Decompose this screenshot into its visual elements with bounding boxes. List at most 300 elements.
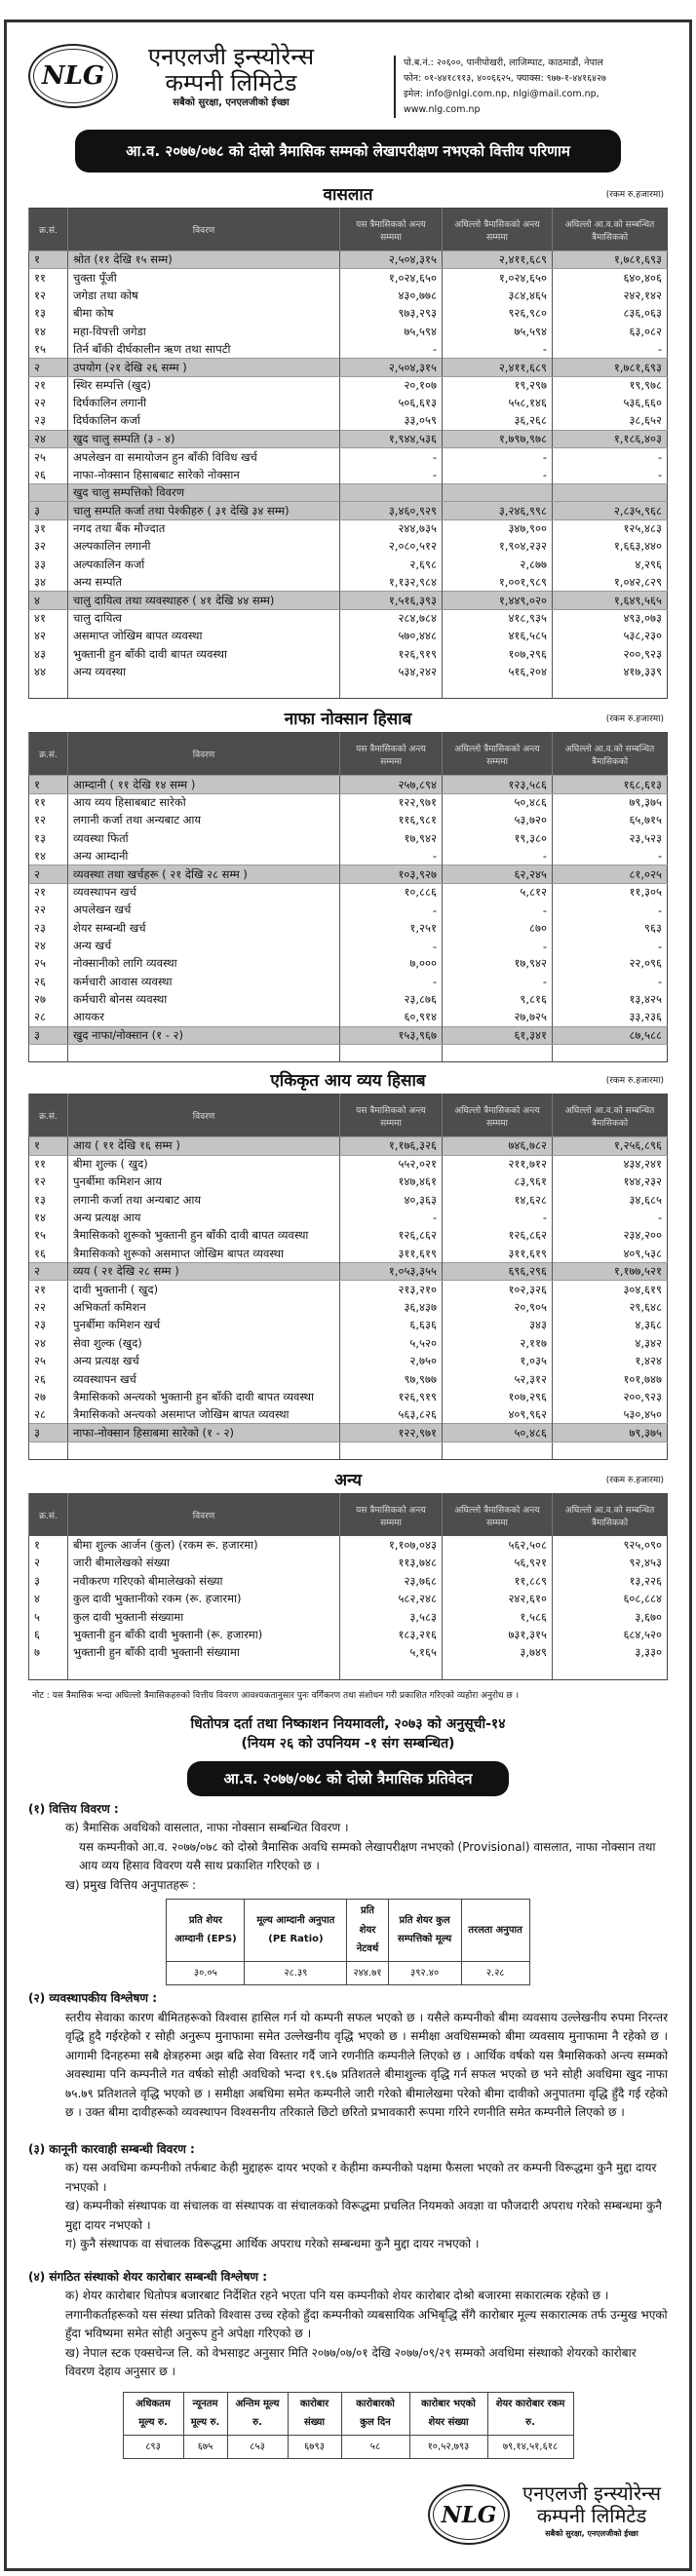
row-value: ६०८,८८४: [553, 1591, 668, 1608]
column-header: अन्तिम मूल्य रु.: [227, 2392, 288, 2435]
row-value: ५३८,२३०: [553, 628, 668, 645]
row-value: -: [443, 937, 553, 954]
table-row: [123, 2435, 573, 2459]
row-label: त्रैमासिकको शुरूको असमाप्त जोखिम बापत व्यवस्था: [68, 1245, 340, 1262]
row-value: १४४,२३२: [553, 1173, 668, 1191]
row-label: चालु सम्पति कर्जा तथा पेश्कीहरु ( ३१ देखि ३४ सम्म): [68, 502, 340, 519]
row-value: २००,९२३: [553, 645, 668, 663]
section-3c: ग) कुनै संस्थापक वा संचालक विरूद्धमा आर्थिक अपराध गरेको सम्बन्धमा कुनै मुद्दा दायर नभएको ।: [65, 2237, 480, 2251]
row-number: २७: [29, 1388, 68, 1405]
row-value: ३४३: [443, 1317, 553, 1334]
row-value: -: [443, 902, 553, 919]
row-number: ६: [29, 1626, 68, 1643]
table-row: [29, 663, 668, 680]
row-label: अन्य व्यवस्था: [68, 663, 340, 680]
spacer-cell: [553, 1442, 668, 1459]
footer-logo: [428, 2479, 672, 2557]
row-value: ४,२९६: [553, 556, 668, 573]
table-row: [29, 812, 668, 829]
company-name-line2: कम्पनी लिमिटेड: [165, 69, 297, 96]
row-label: नवीकरण गरिएको बीमालेखको संख्या: [68, 1572, 340, 1590]
unit-label: (रकम रु.हजारमा): [605, 714, 664, 725]
row-label: नाफा-नोक्सान हिसाबमा सारेको (१ - २): [68, 1424, 340, 1442]
row-number: २: [29, 1262, 68, 1280]
table-row: [29, 1352, 668, 1369]
row-label: व्यवस्था फिर्ता: [68, 829, 340, 847]
contact-info: [394, 56, 677, 118]
row-value: १,१८६,४०३: [553, 430, 668, 447]
table-row: [29, 865, 668, 883]
table-row: [29, 609, 668, 627]
table-row: [29, 251, 668, 269]
row-label: अन्य प्रत्यक्ष खर्च: [68, 1352, 340, 1369]
row-number: २: [29, 1555, 68, 1572]
table-header: [29, 1095, 668, 1137]
row-value: १२२,९७१: [340, 793, 443, 811]
row-value: ५,५२०: [340, 1334, 443, 1352]
row-label: श्रोत (११ देखि १५ सम्म): [68, 251, 340, 269]
row-number: ३१: [29, 519, 68, 537]
row-value: ११६,९८१: [340, 812, 443, 829]
row-value: १,६६३,४४०: [553, 538, 668, 556]
row-number: २२: [29, 902, 68, 919]
row-number: १: [29, 251, 68, 269]
row-value: २२,०९६: [553, 955, 668, 973]
table-row: [29, 645, 668, 663]
row-number: २३: [29, 412, 68, 430]
row-value: ३,५८३: [340, 1608, 443, 1626]
row-value: १४,६२८: [443, 1191, 553, 1209]
profit-loss-table: [28, 732, 668, 1062]
spacer-cell: [340, 1442, 443, 1459]
spacer-cell: [553, 1662, 668, 1679]
row-value: ९,८१६: [443, 991, 553, 1009]
row-value: ७५,५९४: [443, 323, 553, 340]
row-value: १,४२४: [553, 1352, 668, 1369]
row-number: ४१: [29, 609, 68, 627]
row-label: नाफा-नोक्सान हिसाबबाट सारेको नोक्सान: [68, 466, 340, 483]
row-value: २९,६४८: [553, 1298, 668, 1316]
row-number: ४: [29, 592, 68, 609]
row-value: ५०६,६१३: [340, 395, 443, 412]
row-value: १,६४९,५६५: [553, 592, 668, 609]
row-label: सेवा शुल्क (खुद): [68, 1334, 340, 1352]
row-value: ९७३,२९३: [340, 305, 443, 323]
column-header: अघिल्लो त्रैमासिकको अन्त्य सम्ममा: [443, 1095, 553, 1137]
column-header: अघिल्लो आ.व.को सम्बन्धित त्रैमासिकको: [553, 209, 668, 251]
row-number: ७: [29, 1644, 68, 1662]
row-value: १,१३२,९८४: [340, 574, 443, 592]
row-number: २४: [29, 430, 68, 447]
row-label: व्यवस्थापन खर्च: [68, 883, 340, 901]
spacer-cell: [553, 1045, 668, 1062]
row-value: -: [443, 448, 553, 466]
row-value: -: [553, 448, 668, 466]
row-value: -: [443, 1209, 553, 1226]
row-label: असमाप्त जोखिम बापत व्यवस्था: [68, 628, 340, 645]
table-row: [29, 1209, 668, 1226]
row-number: २६: [29, 1370, 68, 1388]
table-row: [29, 1155, 668, 1173]
row-value: ४९३,०७३: [553, 609, 668, 627]
table-row: [29, 1191, 668, 1209]
column-header: क्र.सं.: [29, 1095, 68, 1137]
nlg-logo: NLG: [428, 2484, 510, 2545]
column-header: अघिल्लो आ.व.को सम्बन्धित त्रैमासिकको: [553, 1095, 668, 1137]
row-number: २४: [29, 937, 68, 954]
row-value: ८१,०२५: [553, 865, 668, 883]
table-row: [29, 287, 668, 304]
email: इमेल: info@nlgi.com.np, nlgi@mail.com.np, www.nlg.com.np: [404, 89, 599, 115]
row-value: ६७५: [183, 2435, 227, 2459]
footnote: नोट : यस त्रैमासिक भन्दा अघिल्लो त्रैमासिकहरुको वित्तीय विवरण आवश्यकतानुसार पुनः वर्गिकरण तथा संशोधन गरी प्रकाशित गरिएको व्यहोरा अनुरोध छ ।: [32, 1690, 520, 1701]
section-4a: क) शेयर कारोबार धितोपत्र बजारबाट निर्देशित रहने भएता पनि यस कम्पनीको शेयर कारोबार दोश्रो बजारमा सकारात्मक रहेको छ । लगानीकर्ताहरूको यस संस्था प्रतिको विश्वास उच्च रहेको हुँदा कम्पनीको व्यबसायिक अभिबृद्धि सँगै कारोबार मूल्य सकारात्मक तर्फ उन्मुख भएको हुँदा भविष्यमा समेत सोही अनुरूप हुने अपेक्षा गरिएको छ ।: [65, 2288, 668, 2341]
table-row: [29, 376, 668, 394]
table-row: [29, 1298, 668, 1316]
row-value: ३०.०५: [167, 1961, 245, 1985]
row-value: २,८७७: [443, 556, 553, 573]
spacer-cell: [553, 681, 668, 699]
section-3b: ख) कम्पनीको संस्थापक वा संचालक वा संस्थापक वा संचालकको विरूद्धमा प्रचलित नियमको अवज्ञा वा फौजदारी अपराध गरेको सम्बन्धमा कुनै मुद्दा दायर नभएको ।: [65, 2199, 662, 2232]
row-value: ५३,७२०: [443, 812, 553, 829]
table-row: [29, 502, 668, 519]
row-value: [443, 484, 553, 502]
row-label: शेयर सम्बन्धी खर्च: [68, 919, 340, 937]
column-header: प्रति शेयर कुल सम्पत्तिको मूल्य: [388, 1900, 461, 1962]
row-value: ११,३०५: [553, 883, 668, 901]
row-value: १,७८१,६९३: [553, 359, 668, 376]
table-row: [29, 1281, 668, 1298]
row-value: -: [340, 902, 443, 919]
row-value: ७९,३७५: [553, 1424, 668, 1442]
spacer-cell: [443, 1662, 553, 1679]
other-table: [28, 1493, 668, 1680]
balance-sheet-table: [28, 208, 668, 699]
row-value: १,०३५: [443, 1352, 553, 1369]
row-value: ७४६,७८२: [443, 1137, 553, 1155]
row-value: -: [340, 340, 443, 358]
spacer-cell: [29, 681, 68, 699]
row-value: ३४७,९००: [443, 519, 553, 537]
table-row: [29, 1388, 668, 1405]
row-value: -: [340, 466, 443, 483]
row-value: ४,३६८: [553, 1317, 668, 1334]
row-number: २४: [29, 1334, 68, 1352]
column-header: क्र.सं.: [29, 209, 68, 251]
row-value: १२२,९७१: [340, 1424, 443, 1442]
row-value: १४७,४६१: [340, 1173, 443, 1191]
row-label: खुद नाफा/नोक्सान (१ - २): [68, 1026, 340, 1044]
row-number: २: [29, 865, 68, 883]
row-number: १: [29, 776, 68, 793]
column-header: अघिल्लो आ.व.को सम्बन्धित त्रैमासिकको: [553, 733, 668, 776]
row-number: ४३: [29, 645, 68, 663]
table-row: [29, 628, 668, 645]
row-label: जारी बीमालेखको संख्या: [68, 1555, 340, 1572]
row-label: अभिकर्ता कमिशन: [68, 1298, 340, 1316]
table-row: [29, 1406, 668, 1424]
row-value: २,५०४,३१५: [340, 359, 443, 376]
company-name-line1: एनएलजी इन्स्योरेन्स: [147, 43, 315, 70]
table-row: [29, 448, 668, 466]
row-value: ३०४,६१९: [553, 1281, 668, 1298]
row-value: २०,१०७: [340, 376, 443, 394]
row-value: ९७,९७७: [340, 1370, 443, 1388]
row-number: २३: [29, 919, 68, 937]
table-row: [29, 973, 668, 990]
row-value: १,०२४,६५०: [340, 269, 443, 287]
row-value: ३,३३०: [553, 1644, 668, 1662]
spacer-cell: [68, 681, 340, 699]
column-header: यस त्रैमासिकको अन्त्य सम्ममा: [340, 733, 443, 776]
row-value: १२३,५८६: [443, 776, 553, 793]
section-1a-text: यस कम्पनीको आ.व. २०७७/०७८ को दोस्रो त्रैमासिक अवधि सम्मको लेखापरीक्षण नभएको (Provisional) वासलात, नाफा नोक्सान तथा आय व्यय हिसाव विवरण यसै साथ प्रकाशित गरिएको छ ।: [79, 1839, 656, 1873]
row-number: ११: [29, 269, 68, 287]
row-label: आम्दानी ( ११ देखि १४ सम्म ): [68, 776, 340, 793]
column-header: प्रति शेयर नेटवर्थ: [347, 1900, 388, 1962]
spacer-cell: [29, 1442, 68, 1459]
row-label: बीमा शुल्क आर्जन (कुल) (रकम रू. हजारमा): [68, 1536, 340, 1554]
row-value: २०,९०५: [443, 1298, 553, 1316]
row-number: २: [29, 359, 68, 376]
row-value: १६८,६१३: [553, 776, 668, 793]
table-row: [29, 269, 668, 287]
table-row: [29, 991, 668, 1009]
row-label: खुद चालु सम्पति (३ - ४): [68, 430, 340, 447]
row-number: १२: [29, 1173, 68, 1191]
row-value: -: [443, 340, 553, 358]
row-value: ८५३: [227, 2435, 288, 2459]
row-value: ८७०: [443, 919, 553, 937]
section-3-heading: (३) कानूनी कारवाही सम्बन्धी विवरण :: [28, 2141, 195, 2156]
row-value: ४०,३६३: [340, 1191, 443, 1209]
row-value: २,०८०,५१२: [340, 538, 443, 556]
row-value: २,४११,६८९: [443, 359, 553, 376]
table-header: [123, 2392, 573, 2435]
spacer-cell: [443, 1442, 553, 1459]
column-header: कारोबार भएको शेयर संख्या: [409, 2392, 487, 2435]
row-value: १२६,८६२: [340, 1227, 443, 1245]
ratio-table: [166, 1899, 529, 1985]
row-number: ३३: [29, 556, 68, 573]
row-value: ६७९३: [288, 2435, 341, 2459]
section-4b: ख) नेपाल स्टक एक्सचेन्ज लि. को वेभसाइट अनुसार मिति २०७७/०७/०१ देखि २०७७/०९/२९ सम्मको अवधिमा संस्थाको शेयरको कारोबार विवरण देहाय अनुसार छ ।: [65, 2345, 637, 2379]
row-label: अपलेखन वा समायोजन हुन बाँकी विविध खर्च: [68, 448, 340, 466]
table-row: [29, 395, 668, 412]
section-4-heading: (४) संगठित संस्थाको शेयर कारोबार सम्बन्धी विश्लेषण :: [28, 2269, 268, 2284]
row-label: उपयोग (२१ देखि २६ सम्म ): [68, 359, 340, 376]
column-header: तरलता अनुपात: [461, 1900, 529, 1962]
row-number: १३: [29, 305, 68, 323]
column-header: अघिल्लो त्रैमासिकको अन्त्य सम्ममा: [443, 209, 553, 251]
table-row: [29, 305, 668, 323]
row-label: आय ( ११ देखि १६ सम्म ): [68, 1137, 340, 1155]
row-value: ९२५,०९०: [553, 1536, 668, 1554]
column-header: प्रति शेयर आम्दानी (EPS): [167, 1900, 245, 1962]
row-label: चालु दायित्व तथा व्यवस्थाहरु ( ४१ देखि ४४ सम्म): [68, 592, 340, 609]
row-value: ६५,७१५: [553, 812, 668, 829]
row-number: २१: [29, 1281, 68, 1298]
column-header: विवरण: [68, 1493, 340, 1536]
table-row: [29, 919, 668, 937]
row-label: पुनर्बीमा कमिशन आय: [68, 1173, 340, 1191]
row-value: २४२,१४२: [553, 287, 668, 304]
row-value: -: [553, 902, 668, 919]
table-row: [29, 359, 668, 376]
table-row: [29, 592, 668, 609]
row-label: कर्मचारी आवास व्यवस्था: [68, 973, 340, 990]
table-row: [29, 1370, 668, 1388]
row-value: ३८४,४६५: [443, 287, 553, 304]
unit-label: (रकम रु.हजारमा): [605, 1475, 664, 1485]
column-header: अघिल्लो त्रैमासिकको अन्त्य सम्ममा: [443, 733, 553, 776]
table-row: [29, 793, 668, 811]
row-value: -: [340, 847, 443, 865]
row-number: ३: [29, 1026, 68, 1044]
row-number: २८: [29, 1406, 68, 1424]
row-value: ५,१६५: [340, 1644, 443, 1662]
row-value: १,५१६,३९३: [340, 592, 443, 609]
row-value: ५७०,४४८: [340, 628, 443, 645]
row-value: १,०२४,६५०: [443, 269, 553, 287]
column-header: यस त्रैमासिकको अन्त्य सम्ममा: [340, 1493, 443, 1536]
row-number: [29, 484, 68, 502]
column-header: यस त्रैमासिकको अन्त्य सम्ममा: [340, 209, 443, 251]
row-value: २८.३९: [245, 1961, 347, 1985]
row-value: ३४,६८५: [553, 1191, 668, 1209]
row-value: ६०,९१४: [340, 1009, 443, 1026]
address: पो.ब.नं.: २०६००, पानीपोखरी, लाजिम्पाट, काठमाडौं, नेपाल: [404, 58, 603, 68]
row-value: ५३४,२४२: [340, 663, 443, 680]
row-value: -: [340, 448, 443, 466]
row-value: -: [553, 937, 668, 954]
section-2-text: स्तरीय सेवाका कारण बीमितहरूको विश्वास हासिल गर्न यो कम्पनी सफल भएको छ । यसैले कम्पनीको बीमा व्यवसाय उल्लेखनीय रुपमा निरन्तर वृद्धि हुदै गईरहेको र सोही अनुरूप मुनाफामा समेत उल्लेखनीय वृद्धि भएको छ । समीक्षा अवधिसम्मको बीमा व्यवसाय मुनाफामा नै रहेको छ । आगामी दिनहरुमा सबै क्षेत्रहरुमा अझ बढि सेवा विस्तार गर्दै जाने रणनीति कम्पनीले लिएको छ । आर्थिक वर्षको यस त्रैमासिकको अन्त्य सम्मको अवस्थामा पनि कम्पनीले गत वर्षको सोही अवधिको भन्दा १९.६७ प्रतिशतले बीमाशुल्क वृद्धि गर्न सफल भएको छ भने सोही अवधिमा खुद नाफा ७५.७९ प्रतिशतले वृद्धि भएको छ । समीक्षा अबधिमा समेत कम्पनीले जारी गरेको बीमालेखमा परेको बीमा दावीको अनुपातमा वृद्धि हुँदै गई रहेको छ । उक्त बीमा दावीहरूको व्यवस्थापन विश्वसनीय तरिकाले छिटो छरितो प्रभावकारी रूपमा गरिने रणनीति समेत कम्पनीले लिएको छ ।: [65, 2010, 668, 2120]
table-row: [29, 1334, 668, 1352]
row-label: महा-विपत्ती जगेडा: [68, 323, 340, 340]
row-value: २,७५०: [340, 1352, 443, 1369]
row-number: ४४: [29, 663, 68, 680]
row-value: ४३०,७७८: [340, 287, 443, 304]
column-header: विवरण: [68, 209, 340, 251]
row-label: कुल दावी भुक्तानी संख्यामा: [68, 1608, 340, 1626]
row-value: ५०,४८६: [443, 793, 553, 811]
row-label: कर्मचारी बोनस व्यवस्था: [68, 991, 340, 1009]
row-label: आय व्यय हिसाबबाट सारेको: [68, 793, 340, 811]
table-row: [29, 340, 668, 358]
table-row: [29, 1317, 668, 1334]
table-row: [29, 1026, 668, 1044]
row-label: अन्य प्रत्यक्ष आय: [68, 1209, 340, 1226]
table-row: [29, 1009, 668, 1026]
other-section: [28, 1468, 668, 1701]
row-label: आयकर: [68, 1009, 340, 1026]
table-row: [29, 556, 668, 573]
row-value: ९२६,९८०: [443, 305, 553, 323]
quarterly-report-title: आ.व. २०७७/०७८ को दोस्रो त्रैमासिक प्रतिवेदन: [187, 1761, 509, 1796]
rule-subtitle: (नियम २६ को उपनियम -१ संग सम्बन्धित): [241, 1735, 455, 1751]
row-label: कुल दावी भुक्तानीको रकम (रू. हजारमा): [68, 1591, 340, 1608]
table-row: [29, 847, 668, 865]
column-header: कारोबार संख्या: [288, 2392, 341, 2435]
row-number: २६: [29, 466, 68, 483]
income-expense-table: [28, 1094, 668, 1460]
row-value: २७,७२५: [443, 1009, 553, 1026]
row-number: २५: [29, 955, 68, 973]
row-value: -: [553, 973, 668, 990]
unit-label: (रकम रु.हजारमा): [605, 190, 664, 200]
column-header: विवरण: [68, 733, 340, 776]
row-number: २५: [29, 448, 68, 466]
balance-sheet-title: वासलात: [323, 185, 373, 205]
row-label: अल्पकालिन कर्जा: [68, 556, 340, 573]
row-value: १,००१,९८९: [443, 574, 553, 592]
row-label: अल्पकालिन लगानी: [68, 538, 340, 556]
row-value: २११,७१२: [443, 1155, 553, 1173]
company-name-line2: कम्पनी लिमिटेड: [536, 2504, 647, 2528]
row-value: १७,९४२: [340, 829, 443, 847]
row-value: २८४,७८४: [340, 609, 443, 627]
row-number: २७: [29, 991, 68, 1009]
row-value: ५३०,४५०: [553, 1406, 668, 1424]
row-value: २३४,२००: [553, 1227, 668, 1245]
table-spacer: [29, 1045, 668, 1062]
row-value: ३,४६०,९२९: [340, 502, 443, 519]
row-number: ३४: [29, 574, 68, 592]
row-value: १३,४२५: [553, 991, 668, 1009]
column-header: क्र.सं.: [29, 733, 68, 776]
table-spacer: [29, 1662, 668, 1679]
rule-title: धितोपत्र दर्ता तथा निष्काशन नियमावली, २०७३ को अनुसूची-१४: [190, 1715, 506, 1732]
column-header: कारोबारको कुल दिन: [341, 2392, 409, 2435]
row-value: ८३,९६१: [443, 1173, 553, 1191]
row-label: चुक्ता पूँजी: [68, 269, 340, 287]
row-value: १,०४२,८२९: [553, 574, 668, 592]
row-value: ५०,४८६: [443, 1424, 553, 1442]
row-value: -: [443, 973, 553, 990]
row-value: ९६३: [553, 919, 668, 937]
row-label: व्यय ( २१ देखि २८ सम्म ): [68, 1262, 340, 1280]
spacer-cell: [29, 1662, 68, 1679]
balance-sheet-section: [28, 182, 668, 699]
row-value: १,७८१,६९३: [553, 251, 668, 269]
row-value: १,१७७,५२१: [553, 1262, 668, 1280]
row-number: ३: [29, 502, 68, 519]
row-value: १०२,३२६: [443, 1281, 553, 1298]
row-number: १६: [29, 1245, 68, 1262]
row-value: १०७,२९६: [443, 1388, 553, 1405]
row-value: १७,९४२: [443, 955, 553, 973]
section-1b: ख) प्रमुख वित्तिय अनुपातहरू :: [65, 1877, 197, 1892]
row-value: ३११,६१९: [340, 1245, 443, 1262]
row-value: ६४०,४०६: [553, 269, 668, 287]
row-value: ३,६७०: [553, 1608, 668, 1626]
row-label: तिर्न बाँकी दीर्घकालीन ऋण तथा सापटी: [68, 340, 340, 358]
column-header: न्यूनतम मूल्य रु.: [183, 2392, 227, 2435]
row-number: १: [29, 1137, 68, 1155]
row-label: भुक्तानी हुन बाँकी दावी भुक्तानी संख्यामा: [68, 1644, 340, 1662]
table-header: [167, 1900, 529, 1962]
row-value: १९,२९७: [443, 376, 553, 394]
spacer-cell: [340, 1662, 443, 1679]
row-label: बीमा कोष: [68, 305, 340, 323]
row-label: अन्य आम्दानी: [68, 847, 340, 865]
row-value: ७५,५९४: [340, 323, 443, 340]
profit-loss-section: [28, 707, 668, 1062]
row-label: पुनर्बीमा कमिशन खर्च: [68, 1317, 340, 1334]
row-value: १८३,२१६: [340, 1626, 443, 1643]
income-expense-section: [28, 1068, 668, 1460]
row-value: १,५८६: [443, 1608, 553, 1626]
